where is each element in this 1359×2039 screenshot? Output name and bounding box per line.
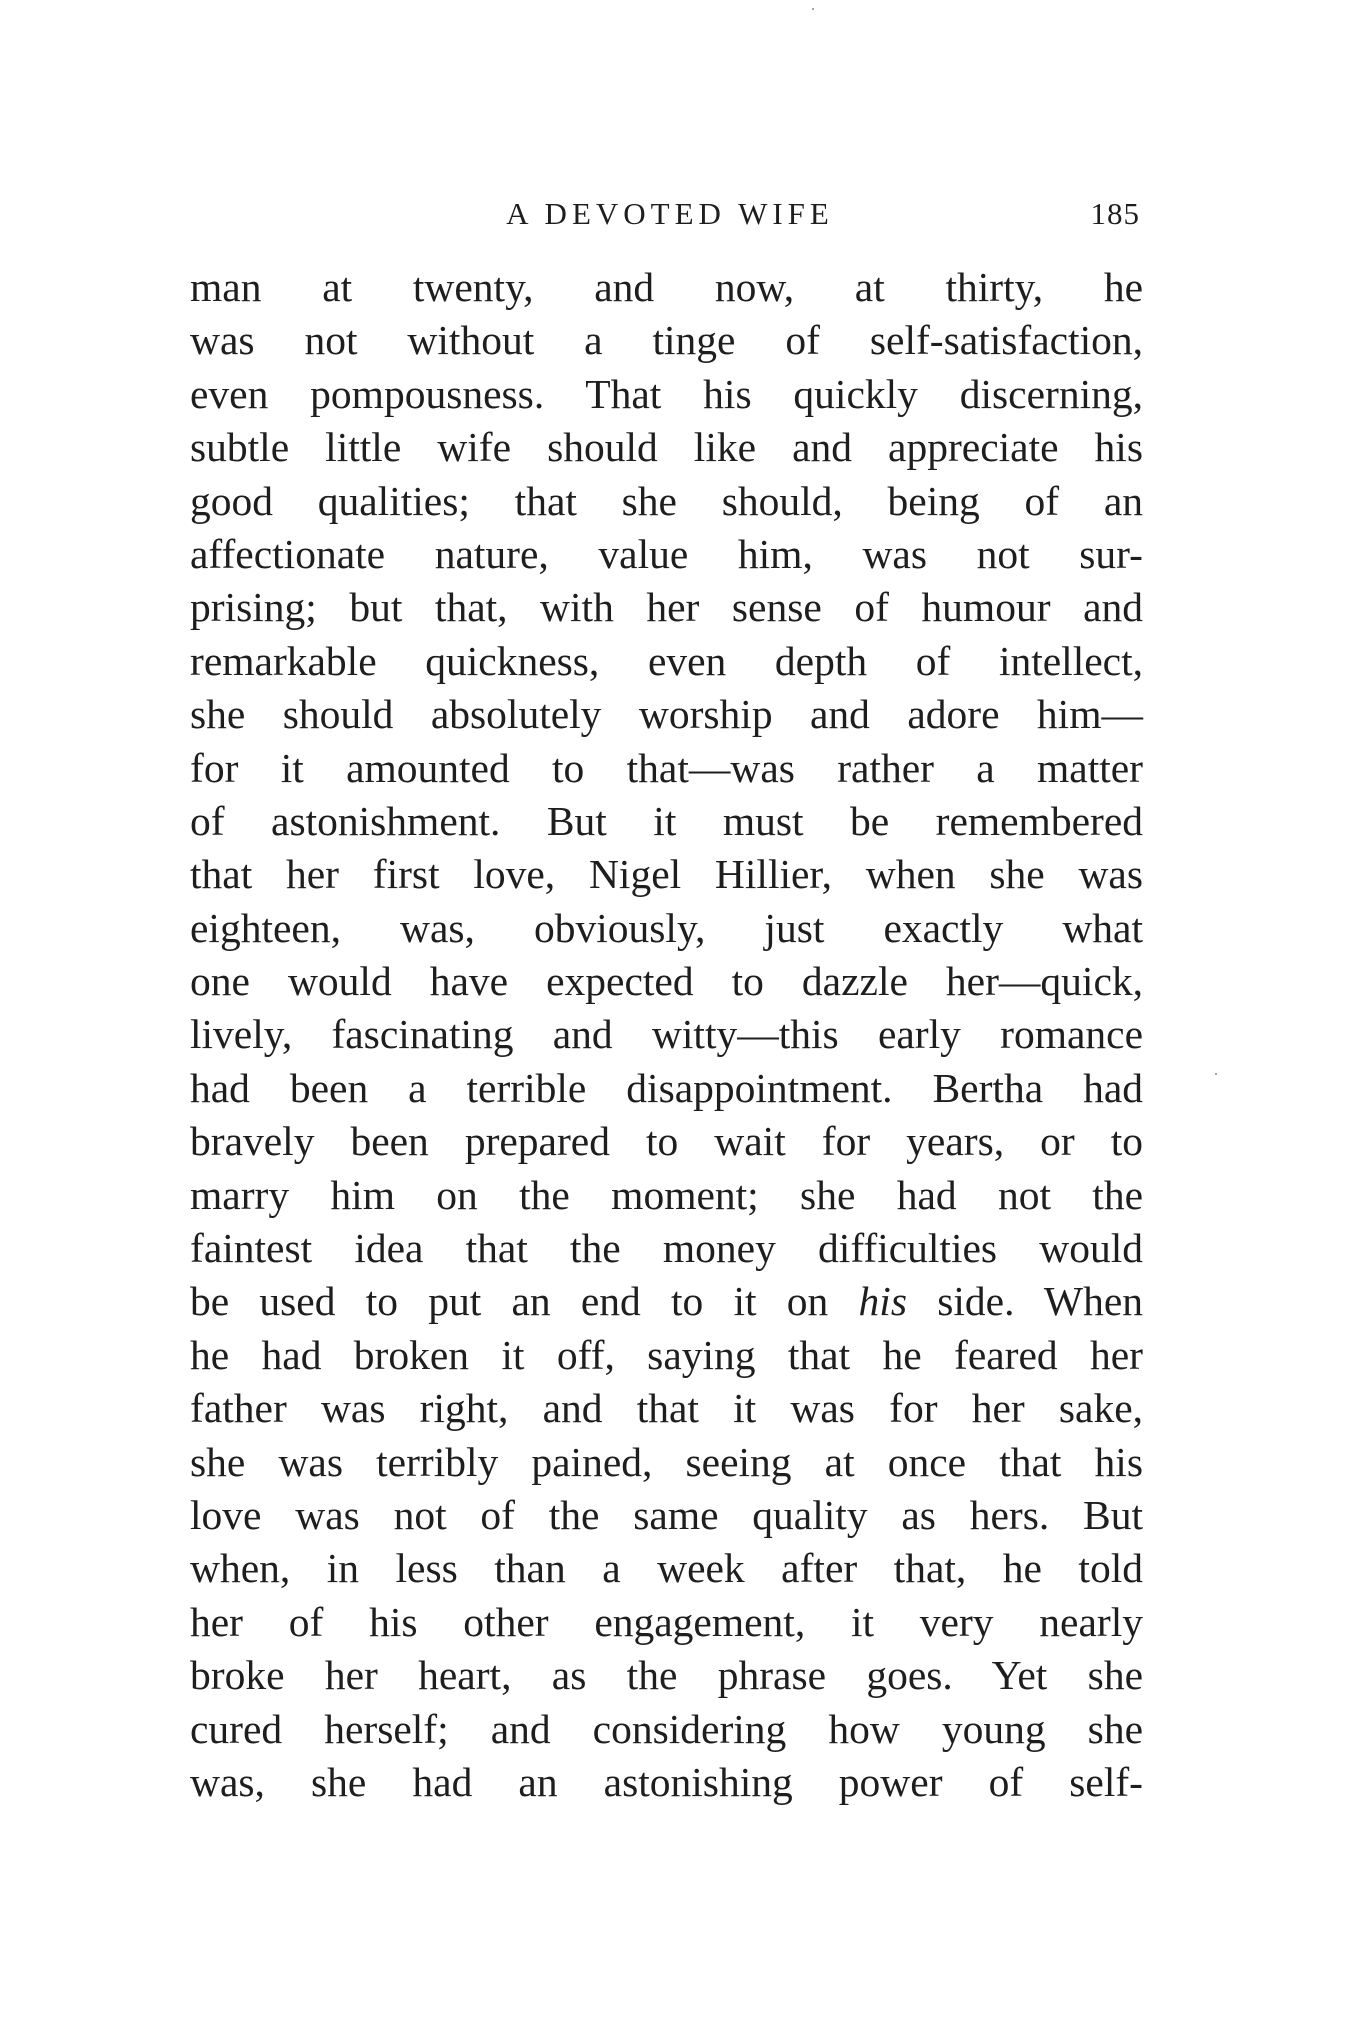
text-line: that her first love, Nigel Hillier, when she was (190, 851, 1143, 898)
text-line: broke her heart, as the phrase goes. Yet she (190, 1652, 1143, 1699)
text-line: even pompousness. That his quickly discerning, (190, 370, 1143, 417)
text-line: her of his other engagement, it very nearly (190, 1598, 1143, 1645)
body-text (190, 261, 1143, 1809)
text-line: for it amounted to that—was rather a matter (190, 744, 1143, 791)
text-line: prising; but that, with her sense of humour and (190, 584, 1143, 631)
text-line-with-italic (190, 1275, 1143, 1328)
text-line: eighteen, was, obviously, just exactly what (190, 904, 1143, 951)
italic-word: his (858, 1278, 907, 1325)
scan-speck (812, 8, 814, 10)
text-line: cured herself; and considering how young she (190, 1705, 1143, 1752)
text-line: subtle little wife should like and appreciate his (190, 424, 1143, 471)
text-line: affectionate nature, value him, was not sur- (190, 530, 1143, 577)
text-line: when, in less than a week after that, he told (190, 1545, 1143, 1592)
text-line: of astonishment. But it must be remembered (190, 797, 1143, 844)
text-line: he had broken it off, saying that he feared her (190, 1331, 1143, 1378)
text-line: bravely been prepared to wait for years, or to (190, 1118, 1143, 1165)
running-head (190, 192, 1150, 242)
page-number: 185 (1090, 196, 1140, 231)
scan-speck (1215, 1073, 1217, 1075)
text-line: lively, fascinating and witty—this early romance (190, 1011, 1143, 1058)
text-line: she was terribly pained, seeing at once that his (190, 1438, 1143, 1485)
text-line: faintest idea that the money difficulties would (190, 1225, 1143, 1272)
running-title: A DEVOTED WIFE (506, 196, 834, 231)
text-segment: side. When (937, 1278, 1144, 1325)
text-line: was, she had an astonishing power of self- (190, 1758, 1143, 1805)
text-line: was not without a tinge of self-satisfaction, (190, 317, 1143, 364)
text-line: love was not of the same quality as hers. But (190, 1491, 1143, 1538)
text-line: father was right, and that it was for her sake, (190, 1385, 1143, 1432)
text-line: marry him on the moment; she had not the (190, 1171, 1143, 1218)
text-line: she should absolutely worship and adore him— (190, 691, 1143, 738)
text-segment: be used to put an end to it on (190, 1278, 829, 1325)
text-line: good qualities; that she should, being of an (190, 477, 1143, 524)
text-line: had been a terrible disappointment. Bertha had (190, 1064, 1143, 1111)
text-line: man at twenty, and now, at thirty, he (190, 264, 1143, 310)
text-line: remarkable quickness, even depth of intellect, (190, 637, 1143, 684)
text-line: one would have expected to dazzle her—quick, (190, 958, 1143, 1005)
